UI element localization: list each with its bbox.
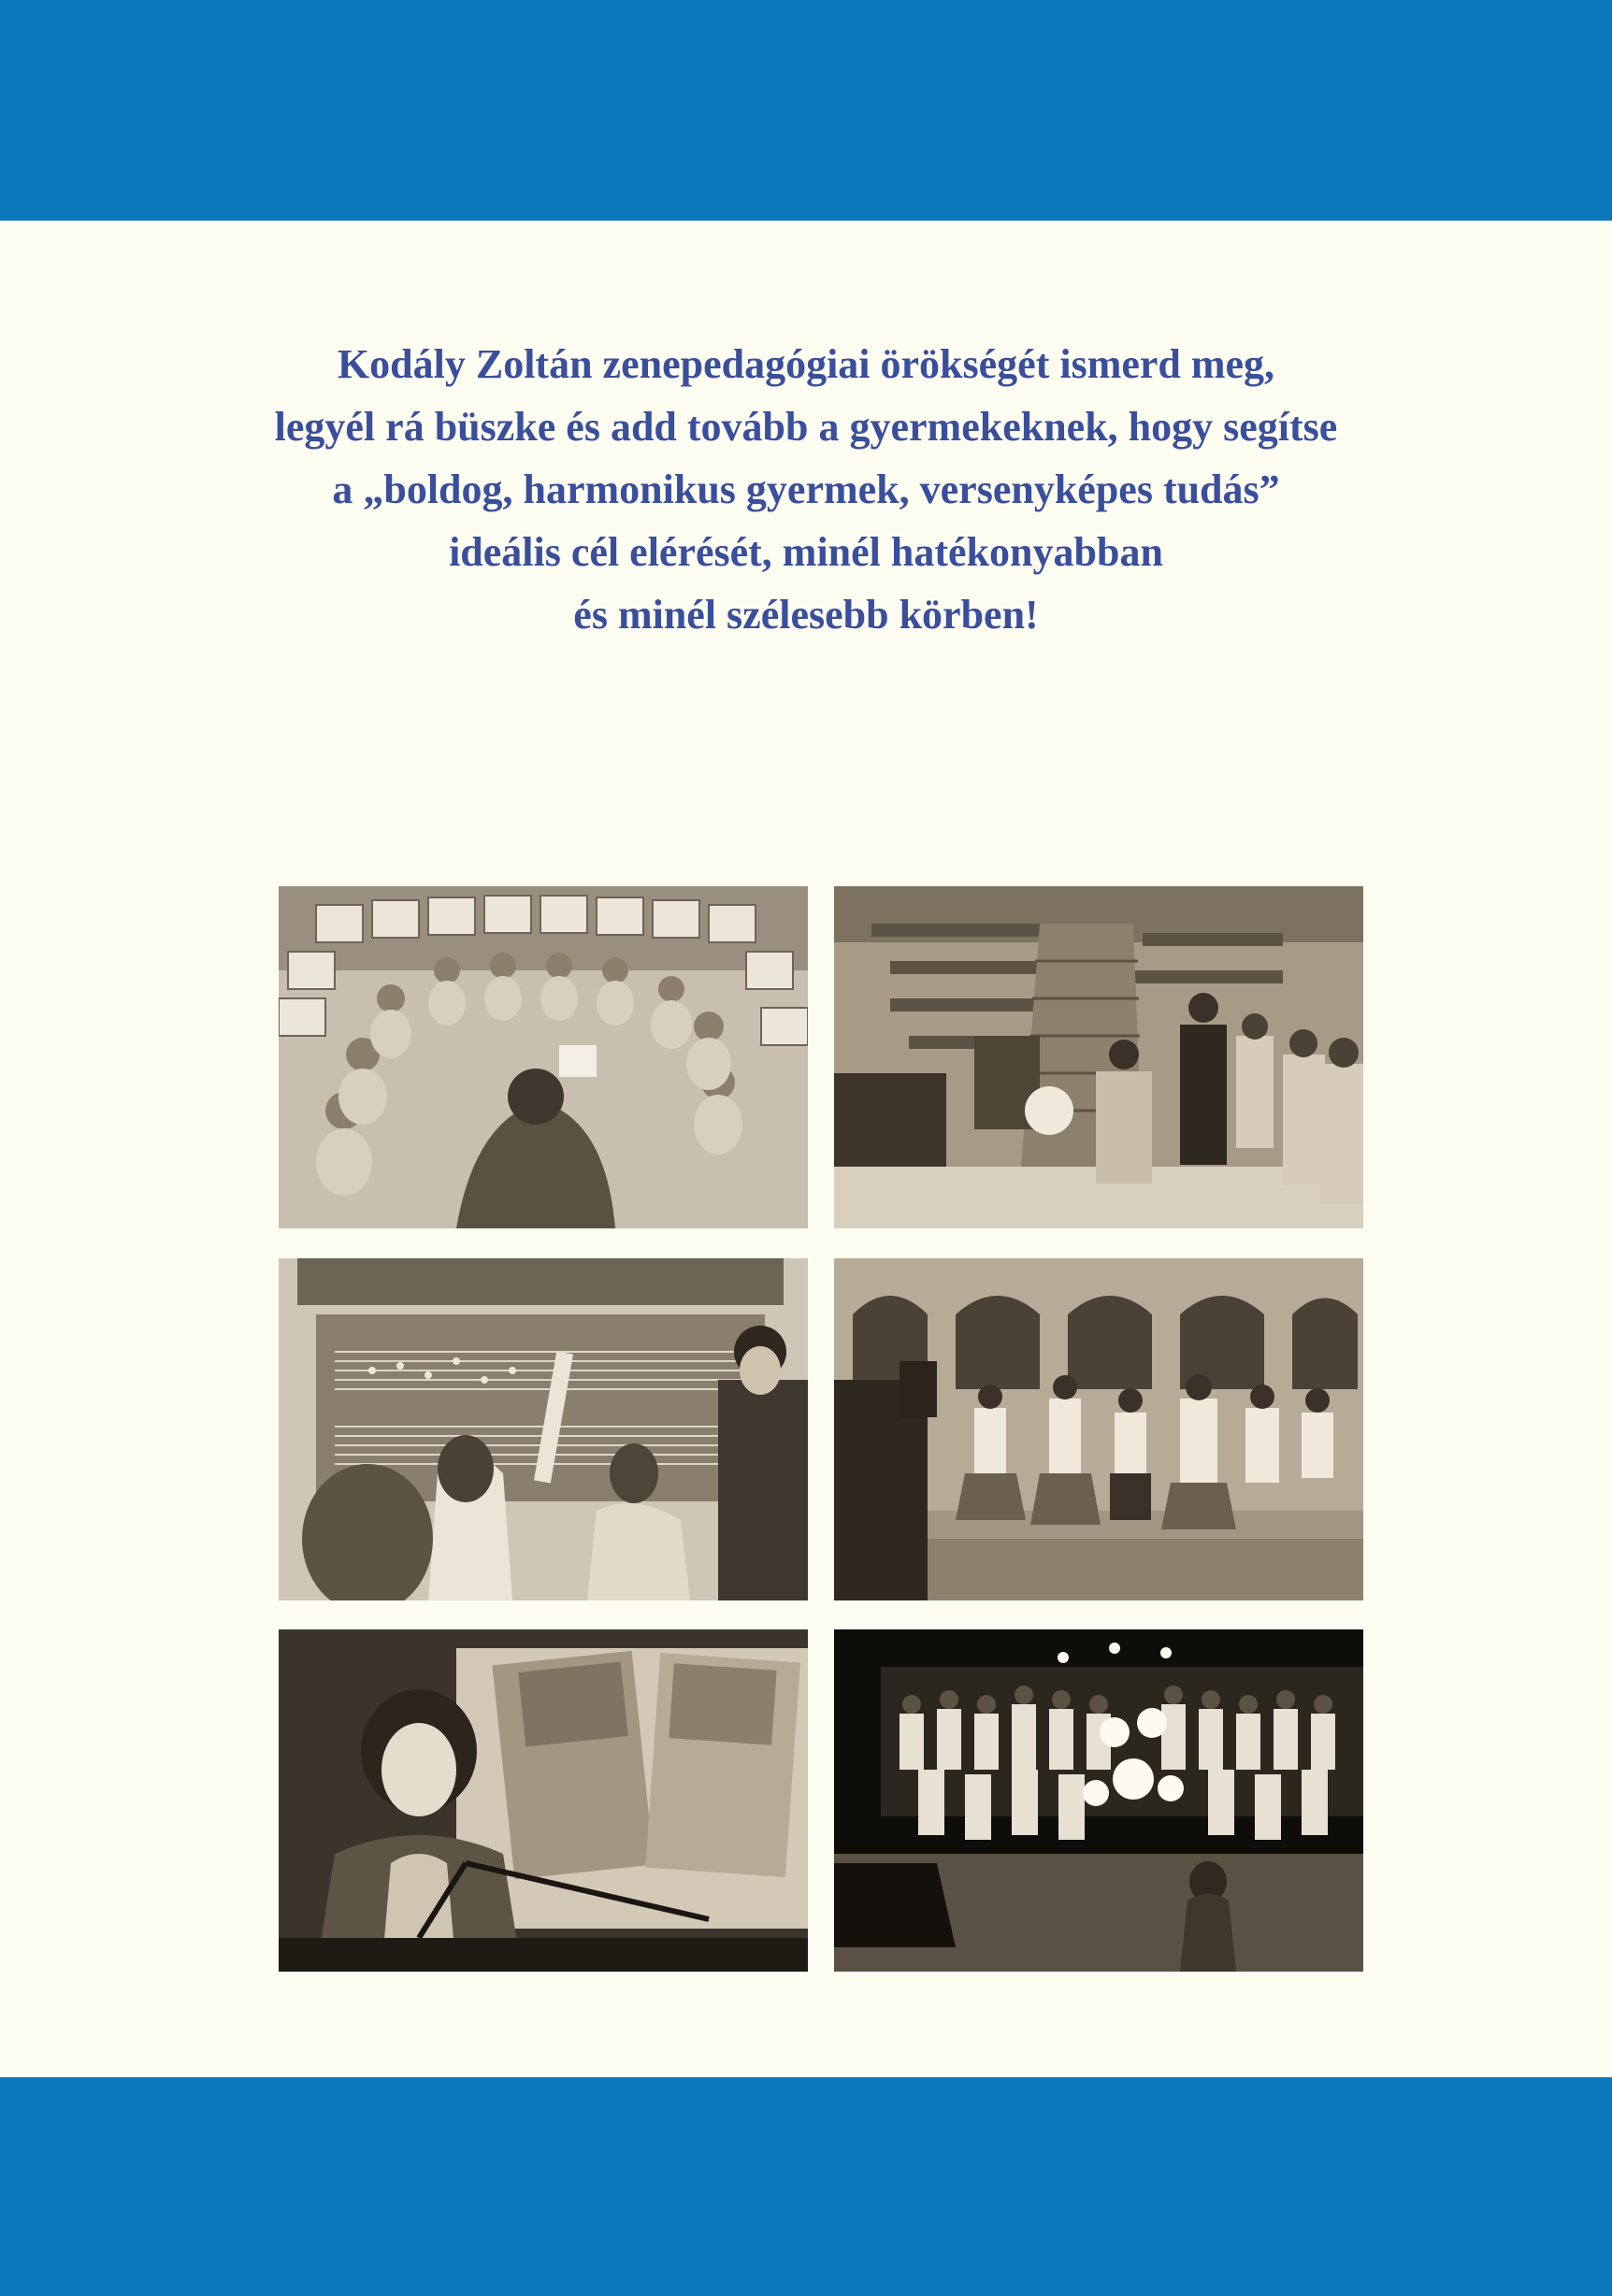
lecture-hall-photo xyxy=(834,886,1363,1228)
quote-line-2: legyél rá büszke és add tovább a gyermekeknek, hogy segítse xyxy=(274,404,1338,450)
quote-line-4: ideális cél elérését, minél hatékonyabban xyxy=(449,529,1163,575)
bottom-blue-band xyxy=(0,2077,1612,2296)
children-circle-photo xyxy=(279,886,808,1228)
classroom-blackboard-photo xyxy=(279,1258,808,1600)
quote-line-3: a „boldog, harmonikus gyermek, versenyképes tudás” xyxy=(332,466,1280,512)
speaker-at-podium-photo xyxy=(279,1629,808,1972)
folk-dance-stage-photo xyxy=(834,1258,1363,1600)
quote-line-1: Kodály Zoltán zenepedagógiai örökségét ismerd meg, xyxy=(337,341,1275,387)
choir-concert-photo xyxy=(834,1629,1363,1972)
quote-line-5: és minél szélesebb körben! xyxy=(573,592,1039,638)
